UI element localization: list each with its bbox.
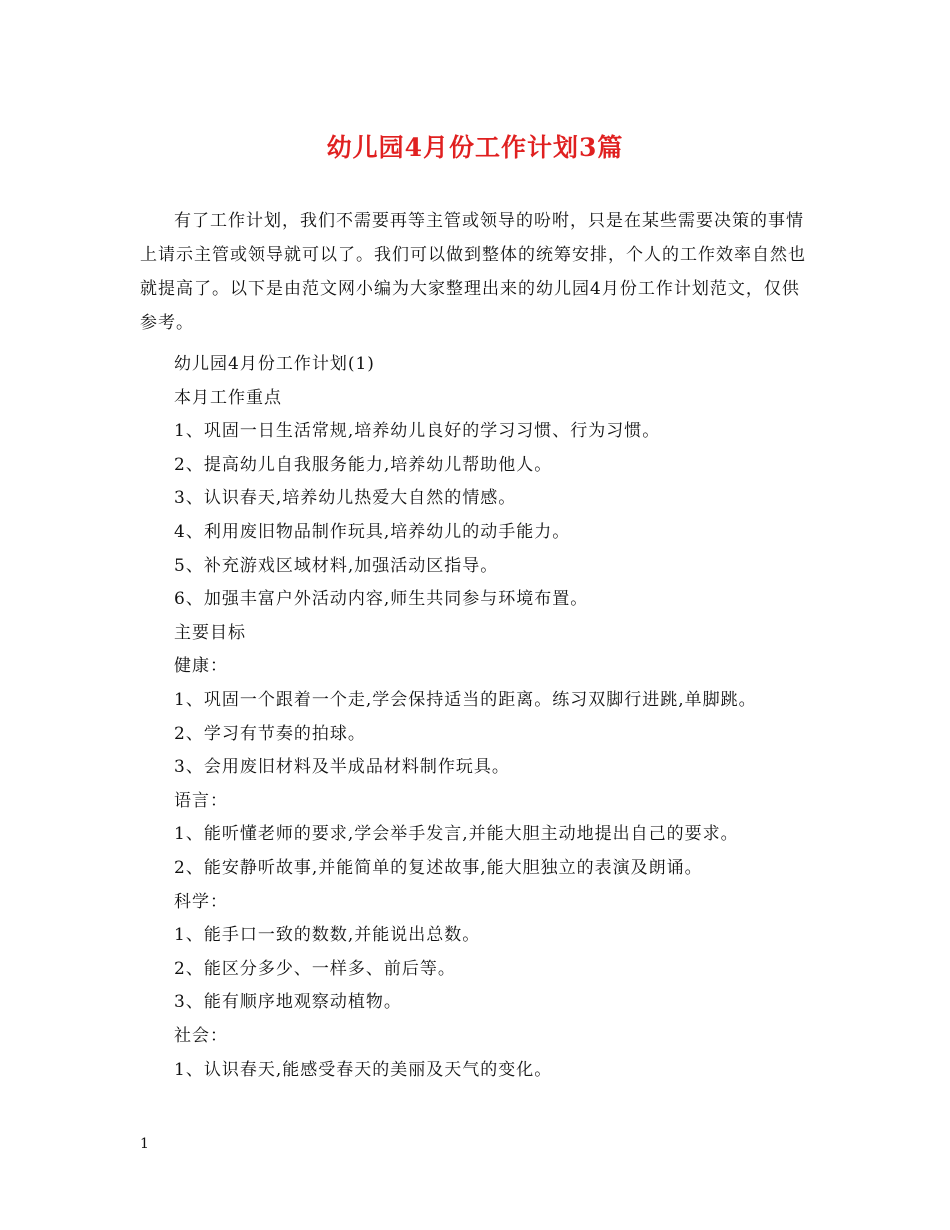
page-number: 1	[140, 1136, 149, 1152]
body-line: 1、能听懂老师的要求,学会举手发言,并能大胆主动地提出自己的要求。	[174, 824, 739, 845]
body-line: 幼儿园4月份工作计划(1)	[174, 354, 375, 374]
body-line: 4、利用废旧物品制作玩具,培养幼儿的动手能力。	[174, 522, 571, 542]
body-line: 语言：	[174, 790, 228, 811]
body-line: 社会：	[174, 1026, 228, 1046]
body-line: 2、学习有节奏的拍球。	[174, 723, 366, 744]
body-line: 1、认识春天,能感受春天的美丽及天气的变化。	[174, 1059, 553, 1080]
document-title: 幼儿园4月份工作计划3篇	[326, 133, 624, 162]
body-line: 主要目标	[174, 622, 246, 643]
intro-paragraph: 有了工作计划，我们不需要再等主管或领导的吩咐，只是在某些需要决策的事情上请示主管或领导就可以了。我们可以做到整体的统筹安排，个人的工作效率自然也就提高了。以下是由范文网小编为大家整理出来的幼儿园4月份工作计划范文，仅供参考。	[140, 211, 806, 333]
body-line: 1、巩固一个跟着一个走,学会保持适当的距离。练习双脚行进跳,单脚跳。	[174, 690, 757, 710]
body-line: 本月工作重点	[174, 387, 282, 408]
body-line: 科学：	[174, 891, 228, 912]
body-line: 3、能有顺序地观察动植物。	[174, 992, 402, 1013]
body-line: 3、会用废旧材料及半成品材料制作玩具。	[174, 757, 510, 778]
body-line: 1、能手口一致的数数,并能说出总数。	[174, 925, 481, 946]
body-line: 1、巩固一日生活常规,培养幼儿良好的学习习惯、行为习惯。	[174, 421, 661, 442]
body-line: 5、补充游戏区域材料,加强活动区指导。	[174, 555, 499, 576]
body-line: 2、能区分多少、一样多、前后等。	[174, 958, 456, 979]
body-line: 2、提高幼儿自我服务能力,培养幼儿帮助他人。	[174, 454, 553, 475]
body-line: 3、认识春天,培养幼儿热爱大自然的情感。	[174, 488, 517, 509]
body-line: 健康：	[174, 656, 228, 677]
body-line: 6、加强丰富户外活动内容,师生共同参与环境布置。	[174, 589, 589, 610]
body-line: 2、能安静听故事,并能简单的复述故事,能大胆独立的表演及朗诵。	[174, 858, 703, 878]
